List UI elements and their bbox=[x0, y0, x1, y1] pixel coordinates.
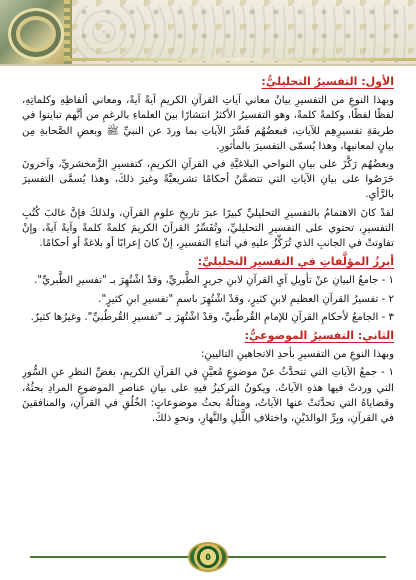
paragraph-3: لقدْ كانَ الاهتمامُ بالتفسيرِ التحليليِّ كبيرًا عبرَ تاريخِ علومِ القرآنِ، ولذلكَ فإنَّ غالبَ كُتُبِ التفسيرِ، تحتوي على التفسيرِ التحليليِّ، وتُفَسِّرُ القرآنَ الكريمَ كلمةً كلمةً وآيةً آيةً، وإنْ تفاوتتْ في الجانبِ الذي تُرَكِّزُ عليهِ في أثناءِ التفسيرِ، إنْ كانَ إعرابًا أو بلاغةً أو أحكامًا. bbox=[22, 207, 394, 250]
section-heading-label: الأول: bbox=[361, 75, 394, 88]
section-heading-title: التفسيرُ الموضوعيُّ: bbox=[244, 329, 354, 343]
page-footer bbox=[0, 534, 416, 580]
corner-ornament-icon bbox=[0, 0, 72, 64]
list-item: ٣ - الجامعُ لأحكامِ القرآنِ للإمامِ القُرطُبيِّ، وقدْ اشْتُهِرَ بـ "تفسيرِ القُرطُبيِّ". وغيرُها كثيرٌ. bbox=[30, 311, 394, 323]
paragraph-5: ١ - جمعُ الآياتِ التي تتحدَّثُ عنْ موضوعٍ مُعيَّنٍ في القرآنِ الكريمِ، بغضِّ النظرِ عنِ السُّورِ التي وردتْ فيها هذهِ الآياتُ. ويكونُ التركيزُ فيهِ على بيانِ عناصرِ الموضوعِ المرادِ بحثُهُ، وقضاياهُ التي تحدَّثتْ عنها الآياتُ، ومثالُهُ بحثُ موضوعاتٍ: الخُلُقِ في القرآنِ، والمنافقينَ في القرآنِ، وبِرِّ الوالدَيْنِ، واختلافِ اللَّيلِ والنَّهارِ، ونحوِ ذلكَ. bbox=[22, 367, 394, 425]
header-rule bbox=[60, 58, 416, 61]
header-pattern bbox=[74, 6, 410, 58]
page-number: ٥ bbox=[204, 551, 212, 563]
article-body bbox=[22, 72, 394, 532]
section-heading-analytical bbox=[22, 74, 394, 89]
section-heading-works: أبرزُ المؤلَّفاتِ في التفسيرِ التحليليِّ: bbox=[197, 255, 394, 269]
decorative-header bbox=[0, 0, 416, 66]
list-item: ٢ - تفسيرُ القرآنِ العظيمِ لابنِ كثيرٍ، وقدْ اشْتُهِرَ باسمِ "تفسيرِ ابنِ كثيرٍ". bbox=[98, 293, 394, 305]
paragraph-1: وبهذا النوعِ من التفسيرِ بيانُ معاني آياتِ القرآنِ الكريمِ آيةً آيةً، ومعاني ألفاظِهِ وكلماتِهِ، لفظًا لفظًا، وكلمةً كلمةً، وهو التفسيرُ الأكثرُ انتشارًا بينَ العلماءِ بالرغمِ من أنَّهم تباينوا في طريقةِ تفسيرِهِم للآياتِ، فبعضُهُم فَسَّرَ الآياتِ بما وردَ عن النبيِّ ﷺ وبعضِ الصَّحابةِ مِن بيانٍ لمعانيها، وهذا يُسمّى التفسيرَ بالمأثورِ. bbox=[22, 95, 394, 152]
section-heading-title: التفسيرُ التحليليُّ: bbox=[261, 75, 358, 88]
paragraph-4: وبهذا النوعِ من التفسيرِ بأحدِ الاتجاهينِ التاليينِ: bbox=[200, 349, 394, 361]
page-number-badge-icon bbox=[188, 542, 228, 572]
list-item: ١ - جامعُ البيانِ عنْ تأويلِ آيِ القرآنِ لابنِ جريرٍ الطَّبريِّ، وقدْ اشْتُهِرَ بـ "تفسيرِ الطَّبريِّ". bbox=[34, 275, 394, 287]
section-heading-label: الثاني: bbox=[357, 329, 394, 343]
section-heading-thematic bbox=[22, 328, 394, 343]
paragraph-2: وبعضُهُم رَكَّزَ على بيانِ النواحي البلاغيَّةِ في القرآنِ الكريمِ، كتفسيرِ الزَّمخشريِّ، وآخرونَ حَرَصُوا على بيانِ الآياتِ التي تتضمَّنُ أحكامًا تشريعيَّةً وغيرَ ذلكَ، وهذا يُسمَّى التفسيرَ بالرَّأيِ. bbox=[22, 159, 394, 201]
